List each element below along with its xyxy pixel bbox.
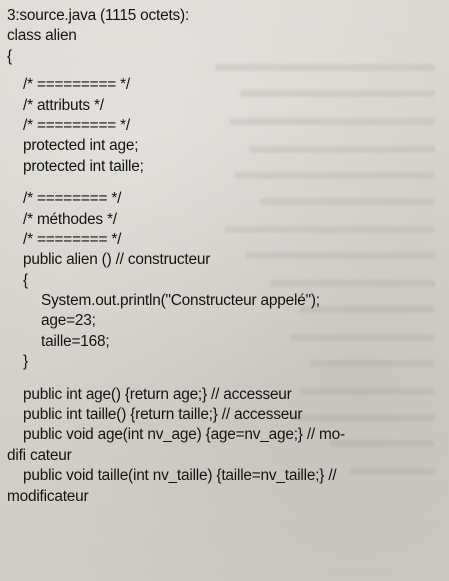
code-line-class-declaration: class alien (7, 27, 77, 45)
code-line-constructor-signature: public alien () // constructeur (23, 251, 211, 269)
code-line-comment-rule: /* ========= */ (23, 76, 130, 94)
code-line-comment-rule: /* ========= */ (23, 116, 130, 134)
code-line-open-brace: { (7, 47, 12, 65)
code-line-assign-age: age=23; (41, 312, 96, 330)
java-source-listing (7, 6, 443, 507)
code-line-println: System.out.println("Constructeur appelé"); (41, 292, 320, 310)
code-line-comment-methods: /* méthodes */ (23, 210, 117, 228)
code-line-field-taille: protected int taille; (23, 157, 144, 175)
code-line-field-age: protected int age; (23, 137, 139, 155)
code-line-constructor-open-brace: { (23, 271, 28, 289)
code-line-comment-attributes: /* attributs */ (23, 96, 104, 114)
code-line-comment-rule: /* ======== */ (23, 230, 122, 248)
code-line-constructor-close-brace: } (23, 353, 28, 371)
code-line-setter-age: public void age(int nv_age) {age=nv_age;} // mo- (23, 426, 345, 444)
code-line-assign-taille: taille=168; (41, 332, 110, 350)
code-line-getter-age: public int age() {return age;} // accesseur (23, 385, 292, 403)
code-line-getter-taille: public int taille() {return taille;} // accesseur (23, 406, 303, 424)
code-line-setter-taille: public void taille(int nv_taille) {taille=nv_taille;} // (23, 467, 337, 485)
code-line-setter-age-continued: difi cateur (7, 446, 72, 464)
code-line-setter-taille-continued: modificateur (7, 487, 89, 505)
listing-header: 3:source.java (1115 octets): (7, 7, 190, 24)
code-line-comment-rule: /* ======== */ (23, 190, 122, 208)
